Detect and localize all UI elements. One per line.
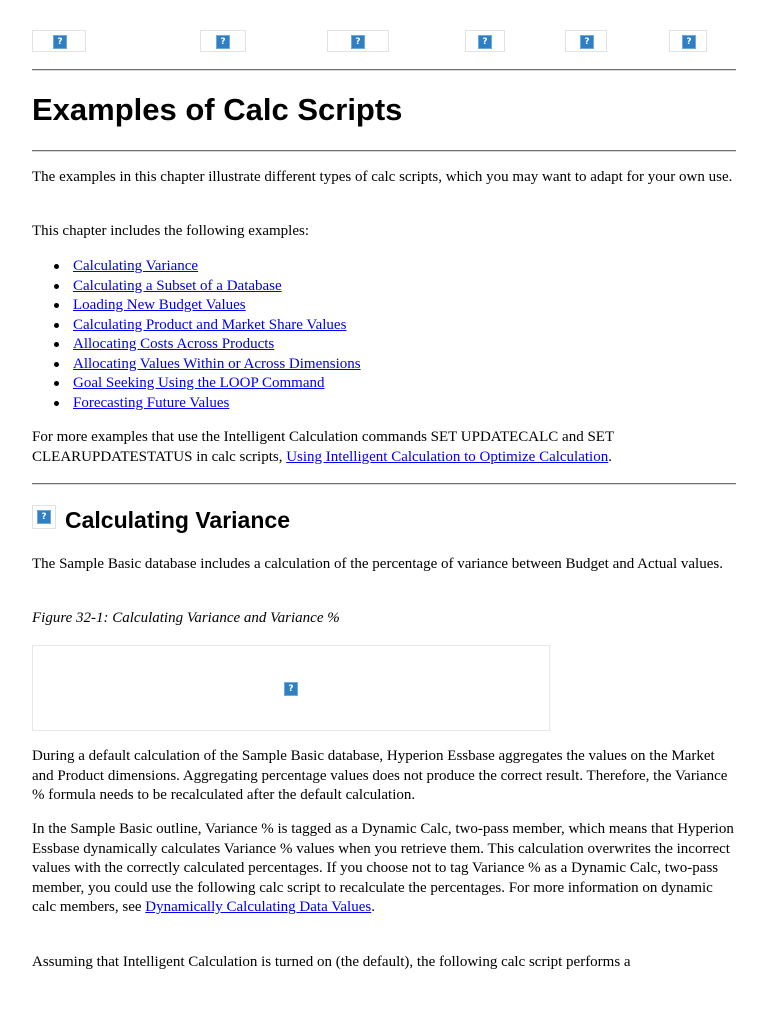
more-examples-text: For more examples that use the Intelligent Calculation commands SET UPDATECALC and SET CLEARUPDATESTATUS in calc scripts, — [32, 429, 614, 465]
intro-paragraph: The examples in this chapter illustrate different types of calc scripts, which you may want to adapt for your own use. — [32, 169, 733, 185]
outline-paragraph — [32, 820, 736, 918]
link-forecasting[interactable]: Forecasting Future Values — [73, 394, 230, 411]
section-heading: Calculating Variance — [65, 507, 290, 533]
help-icon — [284, 682, 298, 696]
list-item — [73, 296, 361, 316]
figure-caption: Figure 32-1: Calculating Variance and Variance % — [32, 610, 340, 626]
help-icon — [37, 510, 51, 524]
link-dynamic-calc[interactable]: Dynamically Calculating Data Values — [145, 899, 372, 915]
list-item — [73, 277, 361, 297]
top-divider — [32, 69, 736, 71]
more-examples-end: . — [608, 448, 612, 465]
examples-list — [32, 257, 361, 413]
intelligent-calc-paragraph: Assuming that Intelligent Calculation is turned on (the default), the following calc script performs a — [32, 954, 631, 970]
link-allocating-costs[interactable]: Allocating Costs Across Products — [73, 336, 275, 352]
help-icon — [478, 35, 492, 49]
link-goal-seeking[interactable]: Goal Seeking Using the LOOP Command — [73, 375, 325, 391]
link-loading-budget[interactable]: Loading New Budget Values — [73, 297, 246, 313]
outline-end: . — [371, 899, 375, 915]
examples-intro: This chapter includes the following examples: — [32, 223, 310, 239]
page-title: Examples of Calc Scripts — [32, 92, 403, 127]
nav-button-4[interactable] — [465, 30, 505, 52]
section-intro-paragraph: The Sample Basic database includes a calculation of the percentage of variance between Budget and Actual values. — [32, 556, 723, 572]
list-item — [73, 374, 361, 394]
help-icon — [682, 35, 696, 49]
nav-button-6[interactable] — [669, 30, 707, 52]
help-icon — [53, 35, 67, 49]
list-item — [73, 355, 361, 375]
help-icon — [216, 35, 230, 49]
more-examples-paragraph — [32, 428, 736, 467]
section-divider — [32, 483, 736, 485]
navigation-bar — [32, 30, 736, 54]
list-item — [73, 394, 361, 414]
figure-image-placeholder — [32, 645, 550, 731]
outline-text: In the Sample Basic outline, Variance % is tagged as a Dynamic Calc, two-pass member, which means that Hyperion Essbase dynamically calculates Variance % values when you retrieve them. This calculation overwrites the incorrect values with the correctly calculated percentages. If you choose not to tag Variance % as a Dynamic Calc, two-pass member, you could use the following calc script to recalculate the percentages. For more information on dynamic calc members, see — [32, 821, 734, 915]
link-intelligent-calculation[interactable]: Using Intelligent Calculation to Optimize Calculation — [286, 448, 609, 465]
link-allocating-values[interactable]: Allocating Values Within or Across Dimensions — [73, 355, 361, 372]
list-item — [73, 335, 361, 355]
nav-button-1[interactable] — [32, 30, 86, 52]
section-icon-box — [32, 505, 56, 529]
help-icon — [580, 35, 594, 49]
link-calculating-variance[interactable]: Calculating Variance — [73, 258, 199, 274]
title-divider — [32, 150, 736, 152]
default-calc-paragraph: During a default calculation of the Sample Basic database, Hyperion Essbase aggregates the values on the Market and Product dimensions. Aggregating percentage values does not produce the correct result. Therefore, the Variance % formula needs to be recalculated after the default calculation. — [32, 748, 728, 803]
link-calculating-subset[interactable]: Calculating a Subset of a Database — [73, 277, 282, 294]
list-item — [73, 257, 361, 277]
nav-button-3[interactable] — [327, 30, 389, 52]
link-market-share[interactable]: Calculating Product and Market Share Values — [73, 316, 347, 333]
nav-button-2[interactable] — [200, 30, 246, 52]
help-icon — [351, 35, 365, 49]
list-item — [73, 316, 361, 336]
nav-button-5[interactable] — [565, 30, 607, 52]
